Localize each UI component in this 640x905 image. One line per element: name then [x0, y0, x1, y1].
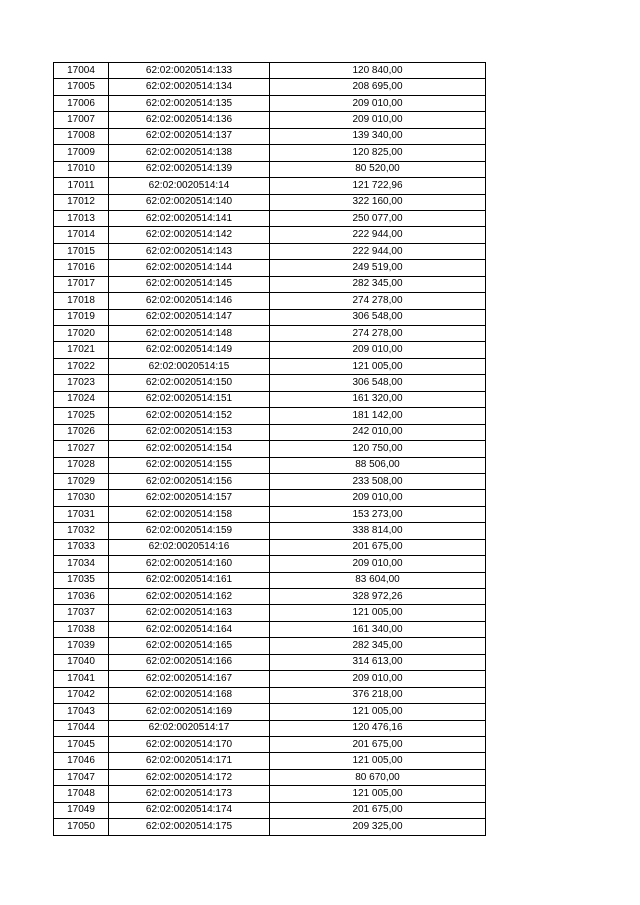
- cadastral-number-cell: 62:02:0020514:174: [109, 802, 270, 818]
- table-row: [54, 326, 486, 342]
- value-cell: 161 340,00: [270, 621, 486, 637]
- row-number-cell: 17023: [54, 375, 109, 391]
- table-row: [54, 309, 486, 325]
- table-row: [54, 210, 486, 226]
- row-number-cell: 17024: [54, 391, 109, 407]
- value-cell: 120 476,16: [270, 720, 486, 736]
- cadastral-number-cell: 62:02:0020514:141: [109, 210, 270, 226]
- cadastral-number-cell: 62:02:0020514:136: [109, 112, 270, 128]
- table-row: [54, 589, 486, 605]
- table-row: [54, 95, 486, 111]
- table-row: [54, 276, 486, 292]
- value-cell: 328 972,26: [270, 589, 486, 605]
- cadastral-number-cell: 62:02:0020514:138: [109, 145, 270, 161]
- value-cell: 242 010,00: [270, 424, 486, 440]
- table-row: [54, 490, 486, 506]
- cadastral-number-cell: 62:02:0020514:167: [109, 671, 270, 687]
- table-row: [54, 145, 486, 161]
- table-row: [54, 79, 486, 95]
- cadastral-number-cell: 62:02:0020514:140: [109, 194, 270, 210]
- table-row: [54, 441, 486, 457]
- cadastral-number-cell: 62:02:0020514:173: [109, 786, 270, 802]
- row-number-cell: 17008: [54, 128, 109, 144]
- table-row: [54, 194, 486, 210]
- table-row: [54, 391, 486, 407]
- table-row: [54, 408, 486, 424]
- value-cell: 274 278,00: [270, 293, 486, 309]
- row-number-cell: 17006: [54, 95, 109, 111]
- value-cell: 209 325,00: [270, 819, 486, 835]
- table-row: [54, 605, 486, 621]
- row-number-cell: 17014: [54, 227, 109, 243]
- table-row: [54, 786, 486, 802]
- row-number-cell: 17018: [54, 293, 109, 309]
- table-row: [54, 654, 486, 670]
- cadastral-number-cell: 62:02:0020514:133: [109, 63, 270, 79]
- cadastral-number-cell: 62:02:0020514:144: [109, 260, 270, 276]
- cadastral-number-cell: 62:02:0020514:166: [109, 654, 270, 670]
- row-number-cell: 17022: [54, 358, 109, 374]
- row-number-cell: 17019: [54, 309, 109, 325]
- value-cell: 338 814,00: [270, 523, 486, 539]
- cadastral-number-cell: 62:02:0020514:162: [109, 589, 270, 605]
- table-row: [54, 128, 486, 144]
- cadastral-number-cell: 62:02:0020514:134: [109, 79, 270, 95]
- table-row: [54, 293, 486, 309]
- cadastral-number-cell: 62:02:0020514:149: [109, 342, 270, 358]
- table-row: [54, 539, 486, 555]
- table-row: [54, 424, 486, 440]
- cadastral-number-cell: 62:02:0020514:16: [109, 539, 270, 555]
- value-cell: 222 944,00: [270, 243, 486, 259]
- cadastral-number-cell: 62:02:0020514:17: [109, 720, 270, 736]
- row-number-cell: 17027: [54, 441, 109, 457]
- row-number-cell: 17029: [54, 473, 109, 489]
- value-cell: 201 675,00: [270, 802, 486, 818]
- value-cell: 250 077,00: [270, 210, 486, 226]
- cadastral-number-cell: 62:02:0020514:145: [109, 276, 270, 292]
- row-number-cell: 17035: [54, 572, 109, 588]
- table-row: [54, 621, 486, 637]
- row-number-cell: 17033: [54, 539, 109, 555]
- value-cell: 322 160,00: [270, 194, 486, 210]
- cadastral-number-cell: 62:02:0020514:146: [109, 293, 270, 309]
- table-row: [54, 819, 486, 835]
- value-cell: 121 005,00: [270, 704, 486, 720]
- row-number-cell: 17030: [54, 490, 109, 506]
- value-cell: 121 005,00: [270, 605, 486, 621]
- value-cell: 181 142,00: [270, 408, 486, 424]
- value-cell: 274 278,00: [270, 326, 486, 342]
- value-cell: 121 005,00: [270, 358, 486, 374]
- cadastral-value-table: [53, 62, 486, 836]
- table-row: [54, 523, 486, 539]
- row-number-cell: 17020: [54, 326, 109, 342]
- cadastral-number-cell: 62:02:0020514:165: [109, 638, 270, 654]
- cadastral-number-cell: 62:02:0020514:137: [109, 128, 270, 144]
- table-row: [54, 671, 486, 687]
- cadastral-number-cell: 62:02:0020514:168: [109, 687, 270, 703]
- table-body: [54, 63, 486, 836]
- row-number-cell: 17031: [54, 506, 109, 522]
- row-number-cell: 17050: [54, 819, 109, 835]
- table-row: [54, 473, 486, 489]
- table-row: [54, 556, 486, 572]
- table-row: [54, 243, 486, 259]
- cadastral-number-cell: 62:02:0020514:163: [109, 605, 270, 621]
- row-number-cell: 17010: [54, 161, 109, 177]
- cadastral-number-cell: 62:02:0020514:143: [109, 243, 270, 259]
- value-cell: 209 010,00: [270, 95, 486, 111]
- cadastral-number-cell: 62:02:0020514:150: [109, 375, 270, 391]
- cadastral-number-cell: 62:02:0020514:154: [109, 441, 270, 457]
- cadastral-number-cell: 62:02:0020514:148: [109, 326, 270, 342]
- value-cell: 222 944,00: [270, 227, 486, 243]
- row-number-cell: 17015: [54, 243, 109, 259]
- row-number-cell: 17028: [54, 457, 109, 473]
- table-row: [54, 112, 486, 128]
- row-number-cell: 17043: [54, 704, 109, 720]
- row-number-cell: 17011: [54, 178, 109, 194]
- cadastral-number-cell: 62:02:0020514:14: [109, 178, 270, 194]
- value-cell: 120 840,00: [270, 63, 486, 79]
- value-cell: 314 613,00: [270, 654, 486, 670]
- cadastral-number-cell: 62:02:0020514:158: [109, 506, 270, 522]
- cadastral-number-cell: 62:02:0020514:156: [109, 473, 270, 489]
- value-cell: 208 695,00: [270, 79, 486, 95]
- cadastral-number-cell: 62:02:0020514:152: [109, 408, 270, 424]
- row-number-cell: 17021: [54, 342, 109, 358]
- table-row: [54, 342, 486, 358]
- value-cell: 83 604,00: [270, 572, 486, 588]
- value-cell: 161 320,00: [270, 391, 486, 407]
- value-cell: 121 005,00: [270, 753, 486, 769]
- row-number-cell: 17040: [54, 654, 109, 670]
- table-row: [54, 358, 486, 374]
- row-number-cell: 17036: [54, 589, 109, 605]
- cadastral-number-cell: 62:02:0020514:135: [109, 95, 270, 111]
- cadastral-number-cell: 62:02:0020514:175: [109, 819, 270, 835]
- cadastral-number-cell: 62:02:0020514:164: [109, 621, 270, 637]
- row-number-cell: 17038: [54, 621, 109, 637]
- row-number-cell: 17004: [54, 63, 109, 79]
- table-row: [54, 227, 486, 243]
- row-number-cell: 17042: [54, 687, 109, 703]
- row-number-cell: 17009: [54, 145, 109, 161]
- value-cell: 201 675,00: [270, 539, 486, 555]
- table-row: [54, 457, 486, 473]
- value-cell: 139 340,00: [270, 128, 486, 144]
- table-row: [54, 161, 486, 177]
- value-cell: 376 218,00: [270, 687, 486, 703]
- cadastral-number-cell: 62:02:0020514:139: [109, 161, 270, 177]
- row-number-cell: 17012: [54, 194, 109, 210]
- table-row: [54, 687, 486, 703]
- row-number-cell: 17034: [54, 556, 109, 572]
- value-cell: 209 010,00: [270, 556, 486, 572]
- value-cell: 120 750,00: [270, 441, 486, 457]
- table-row: [54, 802, 486, 818]
- row-number-cell: 17041: [54, 671, 109, 687]
- value-cell: 80 670,00: [270, 769, 486, 785]
- row-number-cell: 17025: [54, 408, 109, 424]
- cadastral-number-cell: 62:02:0020514:15: [109, 358, 270, 374]
- row-number-cell: 17017: [54, 276, 109, 292]
- table-row: [54, 260, 486, 276]
- table-row: [54, 63, 486, 79]
- cadastral-number-cell: 62:02:0020514:169: [109, 704, 270, 720]
- cadastral-number-cell: 62:02:0020514:160: [109, 556, 270, 572]
- row-number-cell: 17037: [54, 605, 109, 621]
- cadastral-number-cell: 62:02:0020514:157: [109, 490, 270, 506]
- row-number-cell: 17005: [54, 79, 109, 95]
- row-number-cell: 17048: [54, 786, 109, 802]
- cadastral-number-cell: 62:02:0020514:170: [109, 736, 270, 752]
- table-row: [54, 572, 486, 588]
- cadastral-number-cell: 62:02:0020514:153: [109, 424, 270, 440]
- value-cell: 80 520,00: [270, 161, 486, 177]
- cadastral-number-cell: 62:02:0020514:142: [109, 227, 270, 243]
- row-number-cell: 17045: [54, 736, 109, 752]
- value-cell: 249 519,00: [270, 260, 486, 276]
- value-cell: 209 010,00: [270, 490, 486, 506]
- cadastral-number-cell: 62:02:0020514:155: [109, 457, 270, 473]
- row-number-cell: 17032: [54, 523, 109, 539]
- table-row: [54, 375, 486, 391]
- table-row: [54, 720, 486, 736]
- row-number-cell: 17026: [54, 424, 109, 440]
- value-cell: 282 345,00: [270, 276, 486, 292]
- document-sheet: [53, 62, 486, 836]
- value-cell: 209 010,00: [270, 671, 486, 687]
- row-number-cell: 17007: [54, 112, 109, 128]
- row-number-cell: 17013: [54, 210, 109, 226]
- row-number-cell: 17044: [54, 720, 109, 736]
- value-cell: 282 345,00: [270, 638, 486, 654]
- row-number-cell: 17049: [54, 802, 109, 818]
- value-cell: 233 508,00: [270, 473, 486, 489]
- value-cell: 306 548,00: [270, 375, 486, 391]
- value-cell: 209 010,00: [270, 342, 486, 358]
- value-cell: 88 506,00: [270, 457, 486, 473]
- table-row: [54, 704, 486, 720]
- value-cell: 121 722,96: [270, 178, 486, 194]
- value-cell: 201 675,00: [270, 736, 486, 752]
- table-row: [54, 638, 486, 654]
- row-number-cell: 17046: [54, 753, 109, 769]
- table-row: [54, 769, 486, 785]
- table-row: [54, 736, 486, 752]
- table-row: [54, 506, 486, 522]
- table-row: [54, 178, 486, 194]
- cadastral-number-cell: 62:02:0020514:171: [109, 753, 270, 769]
- value-cell: 120 825,00: [270, 145, 486, 161]
- row-number-cell: 17016: [54, 260, 109, 276]
- cadastral-number-cell: 62:02:0020514:151: [109, 391, 270, 407]
- value-cell: 209 010,00: [270, 112, 486, 128]
- cadastral-number-cell: 62:02:0020514:172: [109, 769, 270, 785]
- cadastral-number-cell: 62:02:0020514:159: [109, 523, 270, 539]
- value-cell: 121 005,00: [270, 786, 486, 802]
- row-number-cell: 17039: [54, 638, 109, 654]
- table-row: [54, 753, 486, 769]
- cadastral-number-cell: 62:02:0020514:161: [109, 572, 270, 588]
- row-number-cell: 17047: [54, 769, 109, 785]
- cadastral-number-cell: 62:02:0020514:147: [109, 309, 270, 325]
- value-cell: 306 548,00: [270, 309, 486, 325]
- value-cell: 153 273,00: [270, 506, 486, 522]
